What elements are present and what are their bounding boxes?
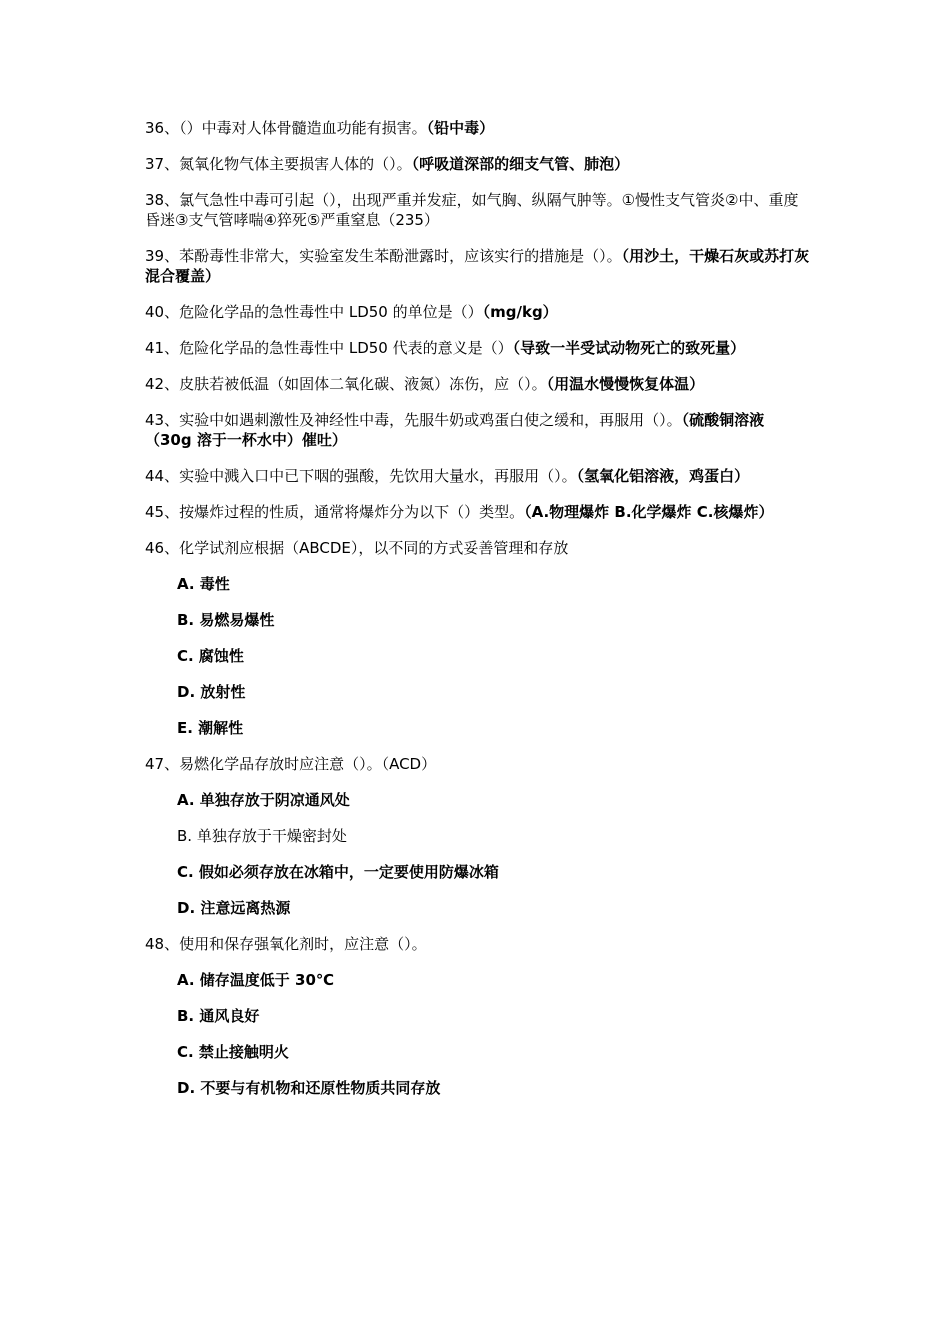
option-48-a: A. 储存温度低于 30℃	[177, 971, 335, 989]
option-48-c: C. 禁止接触明火	[177, 1043, 289, 1061]
question-45: 45、按爆炸过程的性质，通常将爆炸分为以下（）类型。（A.物理爆炸 B.化学爆炸 C.核爆炸）	[145, 503, 774, 521]
question-44: 44、实验中溅入口中已下咽的强酸，先饮用大量水，再服用（）。（氢氧化铝溶液，鸡蛋白）	[145, 467, 750, 485]
option-47-a: A. 单独存放于阴凉通风处	[177, 791, 350, 809]
question-37: 37、氮氧化物气体主要损害人体的（）。（呼吸道深部的细支气管、肺泡）	[145, 155, 630, 173]
option-46-c: C. 腐蚀性	[177, 647, 244, 665]
option-47-d: D. 注意远离热源	[177, 899, 291, 917]
option-47-b: B. 单独存放于干燥密封处	[177, 827, 347, 845]
question-46: 46、化学试剂应根据（ABCDE），以不同的方式妥善管理和存放	[145, 539, 569, 557]
question-36: 36、（）中毒对人体骨髓造血功能有损害。（铅中毒）	[145, 119, 495, 137]
question-40: 40、危险化学品的急性毒性中 LD50 的单位是（）（mg/kg）	[145, 303, 558, 321]
question-38: 38、氯气急性中毒可引起（），出现严重并发症，如气胸、纵隔气肿等。①慢性支气管炎②中、重度昏迷③支气管哮喘④猝死⑤严重窒息（235）	[145, 191, 799, 229]
question-39: 39、苯酚毒性非常大，实验室发生苯酚泄露时，应该实行的措施是（）。（用沙土，干燥石灰或苏打灰混合覆盖）	[145, 247, 810, 285]
option-46-a: A. 毒性	[177, 575, 230, 593]
question-47: 47、易燃化学品存放时应注意（）。（ACD）	[145, 755, 437, 773]
question-43: 43、实验中如遇刺激性及神经性中毒，先服牛奶或鸡蛋白使之缓和，再服用（）。（硫酸铜溶液（30g 溶于一杯水中）催吐）	[145, 411, 765, 449]
option-46-d: D. 放射性	[177, 683, 246, 701]
question-41: 41、危险化学品的急性毒性中 LD50 代表的意义是（）（导致一半受试动物死亡的致死量）	[145, 339, 746, 357]
option-48-d: D. 不要与有机物和还原性物质共同存放	[177, 1079, 441, 1097]
option-46-e: E. 潮解性	[177, 719, 244, 737]
option-48-b: B. 通风良好	[177, 1007, 260, 1025]
document-page	[145, 118, 810, 1114]
option-47-c: C. 假如必须存放在冰箱中，一定要使用防爆冰箱	[177, 863, 499, 881]
question-42: 42、皮肤若被低温（如固体二氧化碳、液氮）冻伤，应（）。（用温水慢慢恢复体温）	[145, 375, 705, 393]
option-46-b: B. 易燃易爆性	[177, 611, 275, 629]
question-48: 48、使用和保存强氧化剂时，应注意（）。	[145, 935, 427, 953]
